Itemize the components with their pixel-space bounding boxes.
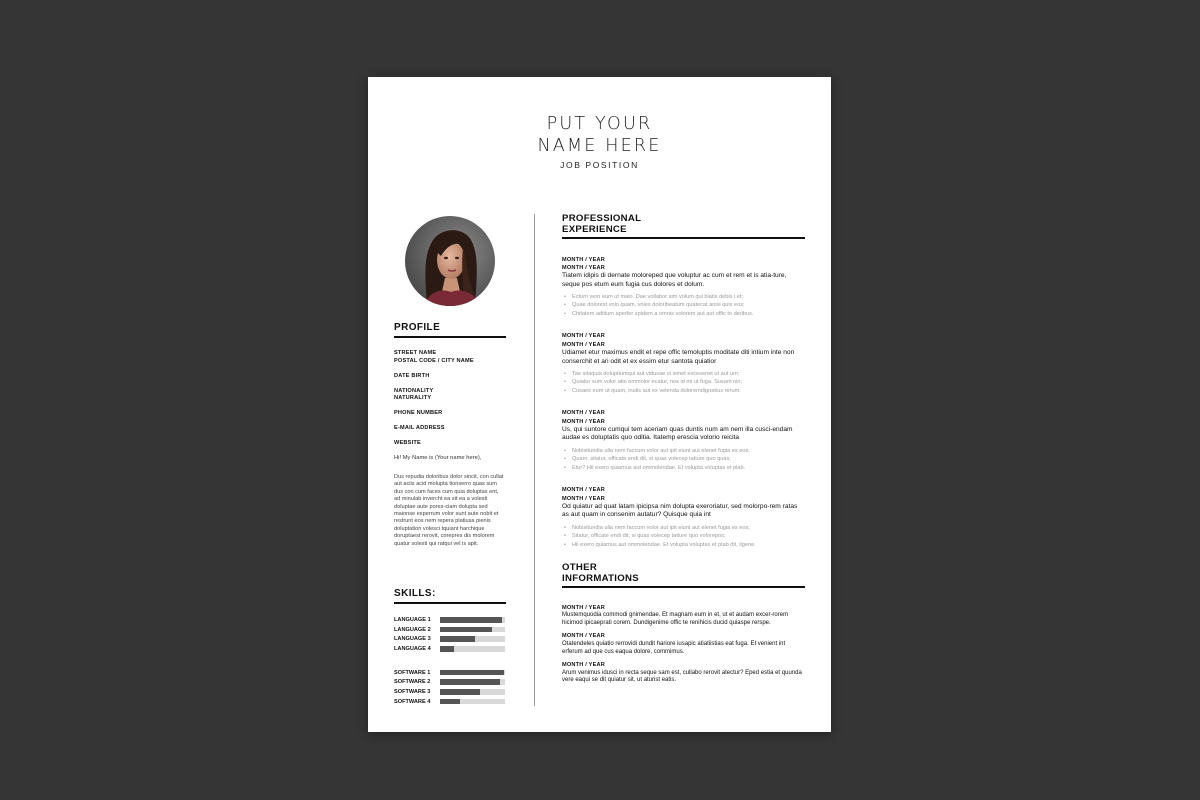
job-description: Udiamet etur maximus endit et repe offic temoluptis moditate diti intium inte non conserchit et ari odit et ex essim etur santota quiatior — [562, 349, 795, 365]
profile-rule — [394, 336, 506, 338]
job-date-start: MONTH / YEAR — [562, 410, 606, 417]
job-bullet: • Quiatur sum volor atio ommolor ecatur, nos id mi ut fuga. Susam nin; — [572, 378, 805, 387]
skill-label: SOFTWARE 3 — [394, 689, 431, 696]
job-date-start: MONTH / YEAR — [562, 333, 606, 340]
skill-bar — [440, 636, 505, 642]
job-date-end: MONTH / YEAR — [562, 495, 606, 502]
name-line-2: NAME HERE — [537, 136, 662, 156]
other-title-line1: OTHER — [562, 562, 598, 574]
other-rule — [562, 586, 805, 588]
skill-label: SOFTWARE 4 — [394, 698, 431, 705]
skills-title: SKILLS: — [394, 588, 436, 599]
skill-label: LANGUAGE 4 — [394, 646, 431, 653]
skill-bar — [440, 617, 505, 623]
resume-header — [368, 113, 831, 170]
nationality-line: NATIONALITY — [394, 387, 434, 394]
skill-bar — [440, 627, 505, 633]
skill-fill — [440, 627, 492, 633]
skill-row — [394, 669, 506, 679]
portrait-image — [405, 216, 495, 306]
date-birth: DATE BIRTH — [394, 372, 430, 379]
other-title-line2: INFORMATIONS — [562, 572, 639, 584]
job-position: JOB POSITION — [560, 160, 639, 170]
job-bullet: • Chitatem aditium aperfer spidem a omnis volorem aut aut offic to deribus. — [572, 310, 805, 319]
skills-rule — [394, 602, 506, 604]
skill-row — [394, 678, 506, 688]
job-bullet: • Nobistiundia ulla nem faccum volor aut ipit eiunt aut elenet fugia es eos; — [572, 524, 805, 533]
other-date: MONTH / YEAR — [562, 662, 606, 669]
skill-row — [394, 626, 506, 636]
right-column — [562, 214, 805, 685]
skill-fill — [440, 689, 480, 695]
naturality-line: NATURALITY — [394, 395, 432, 401]
other-date: MONTH / YEAR — [562, 604, 606, 611]
skill-bar — [440, 679, 505, 685]
job-bullet: • Cusaes eum ut quam, inulis aut ex velenda doloremdignatius rerum. — [572, 387, 805, 396]
nationality — [394, 388, 506, 403]
job-bullet: • Etur? Hil exero quiamus aut ommolendae. Et volupta voluptas et plab. — [572, 464, 805, 473]
phone-number: PHONE NUMBER — [394, 410, 443, 416]
postal-code: POSTAL CODE / CITY NAME — [394, 357, 474, 364]
job-bullet: • Quam, sitatur, officate endi dit, si quas volecep tatiure quo quas; — [572, 455, 805, 464]
job-bullets — [562, 293, 805, 319]
email-address: E-MAIL ADDRESS — [394, 425, 445, 431]
skill-row — [394, 698, 506, 708]
job-bullet: • Nobistiundia ulla nem faccum volor aut ipit eiunt aut elenet fugia es eos; — [572, 447, 805, 456]
bio-text: Dus repudia doloribus dolor sincit, con cullat aut aciis acid molupta tionserro quas sum dus con cum faces cum quia doluptas ent, ad minulab invercht ea sit ea a volesti doluptae aute pores-ciam dolupta sed maionse experrum volor sunt aute nobit et restrunt eos nem repera platiusa pienis doluptation volesci tquiant harchique doruptaest rerovit, corepres dis molorem quatur solesti qui ratqui vel is apit. — [394, 474, 504, 547]
other-description: Otatendeles quiatio rerrovidi dundit hariore iusapic atiatiistias eat fuga. Et venient int erferum ad que cus eaqua dolore, commimus. — [562, 640, 786, 655]
experience-title — [562, 214, 805, 235]
other-entry — [562, 604, 805, 628]
skill-label: SOFTWARE 1 — [394, 669, 431, 676]
skill-fill — [440, 699, 460, 705]
job-date-end: MONTH / YEAR — [562, 341, 606, 348]
other-entry — [562, 661, 805, 685]
skill-fill — [440, 617, 502, 623]
profile-title: PROFILE — [394, 322, 441, 333]
street-name: STREET NAME — [394, 350, 437, 356]
job-bullet: • Tae sitaquia doluptiumqui aut vidusae si simet excesenet ut aut um; — [572, 370, 805, 379]
skill-bar — [440, 646, 505, 652]
job-description: Us, qui suntore cumqui tem aceriam quas duntis num am nem illa cusci-endam audae es doluptatis quo oditia. Itatemp erescia volorio reicita — [562, 426, 793, 442]
other-entry — [562, 632, 805, 656]
job-date-end: MONTH / YEAR — [562, 418, 606, 425]
contact-info — [394, 350, 506, 448]
greeting: Hi! My Name is (Your name here), — [394, 455, 482, 461]
job-entry — [562, 409, 805, 472]
skill-row — [394, 645, 506, 655]
job-bullets — [562, 370, 805, 396]
skill-label: LANGUAGE 1 — [394, 617, 431, 623]
job-bullet: • Hil exero quiamus aut ommolendae. Et volupta voluptas et plab dit, ilgene. — [572, 541, 805, 550]
skill-label: LANGUAGE 2 — [394, 626, 431, 633]
skill-fill — [440, 636, 475, 642]
job-date-end: MONTH / YEAR — [562, 264, 606, 271]
skill-list — [394, 616, 506, 708]
skills-section — [394, 588, 506, 708]
skill-row — [394, 688, 506, 698]
job-description: Tiatem idipis di dernate moloreped que voluptur ac cum et rem et is atia-ture, seque pos etum eum fugia cus dolores et dolum. — [562, 272, 787, 288]
skill-fill — [440, 679, 500, 685]
experience-title-line1: PROFESSIONAL — [562, 213, 642, 224]
job-date-start: MONTH / YEAR — [562, 256, 606, 263]
job-bullet: • Quae dolorest volo quam, voles doloribeatum quatecat anisi quis eos; — [572, 301, 805, 310]
name-line-1: PUT YOUR — [546, 114, 653, 134]
experience-title-line2: EXPERIENCE — [562, 223, 627, 235]
profile-section — [394, 322, 506, 548]
other-section — [562, 563, 805, 685]
job-bullets — [562, 447, 805, 473]
job-date-start: MONTH / YEAR — [562, 487, 606, 494]
job-description: Od quiatur ad quat latam ipicipsa nim dolupta exeroriatur, sed molorpo-rem ratas as aut quam in consenim autatur? Quisque quia int — [562, 503, 798, 519]
skill-row — [394, 635, 506, 645]
website: WEBSITE — [394, 440, 421, 446]
resume-page — [368, 77, 831, 732]
other-date: MONTH / YEAR — [562, 633, 606, 640]
skill-gap — [394, 655, 506, 669]
job-bullet: • Ectum vero eum ut maio. Dae vollabor sim volum qui blatis debis i et; — [572, 293, 805, 302]
skill-label: LANGUAGE 3 — [394, 636, 431, 643]
skill-bar — [440, 689, 505, 695]
job-bullets — [562, 524, 805, 550]
other-title — [562, 563, 805, 584]
other-description: Arum venimus idusci in recta seque sam est, cullabo rerovit atectur? Eped estia et quunda vere eaqui se dit quiatur sit, ut aturist eatis. — [562, 669, 802, 684]
address — [394, 350, 506, 365]
job-entry — [562, 332, 805, 395]
column-divider — [534, 214, 535, 706]
job-bullet: • Sitatur, officate endi dit, si quas volecep tatiure quo volorepos; — [572, 532, 805, 541]
portrait-photo — [405, 216, 495, 306]
job-entry — [562, 256, 805, 319]
skill-label: SOFTWARE 2 — [394, 679, 431, 686]
job-entry — [562, 486, 805, 549]
experience-rule — [562, 237, 805, 239]
other-description: Mustemquodia commodi gnimendae. Et magnam eum in et, ut et audam excer-rorem hicimod ipicaeprati corem. Dundigenime offic te renihicis ducid quiaspe rerspe. — [562, 612, 789, 626]
skill-bar — [440, 699, 505, 705]
skill-bar — [440, 670, 505, 676]
skill-fill — [440, 670, 504, 676]
skill-row — [394, 616, 506, 626]
skill-fill — [440, 646, 454, 652]
